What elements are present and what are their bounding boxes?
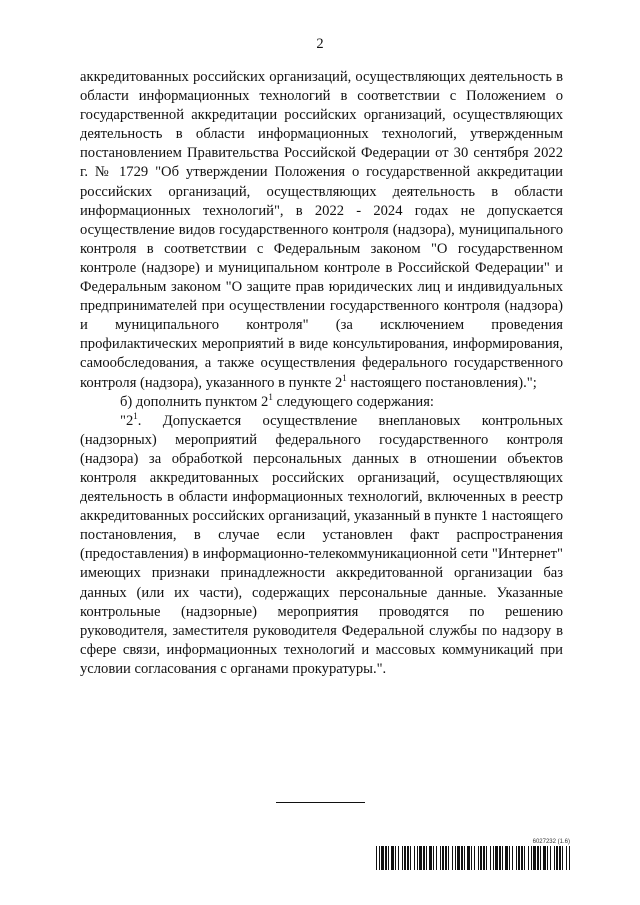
paragraph-2-superscript: 1	[268, 391, 273, 402]
page-number: 2	[316, 36, 324, 52]
paragraph-1-ending: настоящего постановления).";	[346, 374, 537, 391]
paragraph-1-superscript: 1	[342, 372, 347, 383]
paragraph-1	[80, 68, 563, 393]
document-code: 6027232 (1.6)	[532, 839, 570, 845]
paragraph-3-superscript: 1	[133, 410, 138, 421]
paragraph-2-ending: следующего содержания:	[272, 393, 434, 410]
paragraph-2	[80, 393, 563, 412]
paragraph-1-text: аккредитованных российских организаций, осуществляющих деятельность в области информационных технологий в соответствии с Положением о государственной аккредитации российских организаций, осуществляющих деятельность в области информационных технологий, утвержденным постановлением Правительства Российской Федерации от 30 сентября 2022 г. № 1729 "Об утверждении Положения о государственной аккредитации российских организаций, осуществляющих деятельность в области информационных технологий", в 2022 - 2024 годах не допускается осуществление видов государственного контроля (надзора), муниципального контроля в соответствии с Федеральным законом "О государственном контроле (надзоре) и муниципальном контроле в Российской Федерации" и Федеральным законом "О защите прав юридических лиц и индивидуальных предпринимателей при осуществлении государственного контроля (надзора) и муниципального контроля" (за исключением проведения профилактических мероприятий в виде консультирования, информирования, самообследования, а также осуществления федерального государственного контроля (надзора), указанного в пункте 2	[80, 69, 563, 391]
barcode	[376, 846, 571, 870]
paragraph-2-text: б) дополнить пунктом 2	[120, 393, 269, 410]
separator-line	[276, 802, 365, 803]
document-body	[80, 68, 563, 679]
paragraph-3-start: "2	[120, 412, 134, 429]
paragraph-3-text: . Допускается осуществление внеплановых контрольных (надзорных) мероприятий федерального государственного контроля (надзора) за обработкой персональных данных в отношении объектов контроля аккредитованных российских организаций, осуществляющих деятельность в области информационных технологий, включенных в реестр аккредитованных российских организаций, указанный в пункте 1 настоящего постановления, в случае если установлен факт распространения (предоставления) в информационно-телекоммуникационной сети "Интернет" имеющих признаки принадлежности аккредитованной организации баз данных (или их части), содержащих персональные данные. Указанные контрольные (надзорные) мероприятия проводятся по решению руководителя, заместителя руководителя Федеральной службы по надзору в сфере связи, информационных технологий и массовых коммуникаций при условии согласования с органами прокуратуры.".	[80, 412, 563, 677]
paragraph-3	[80, 412, 563, 679]
